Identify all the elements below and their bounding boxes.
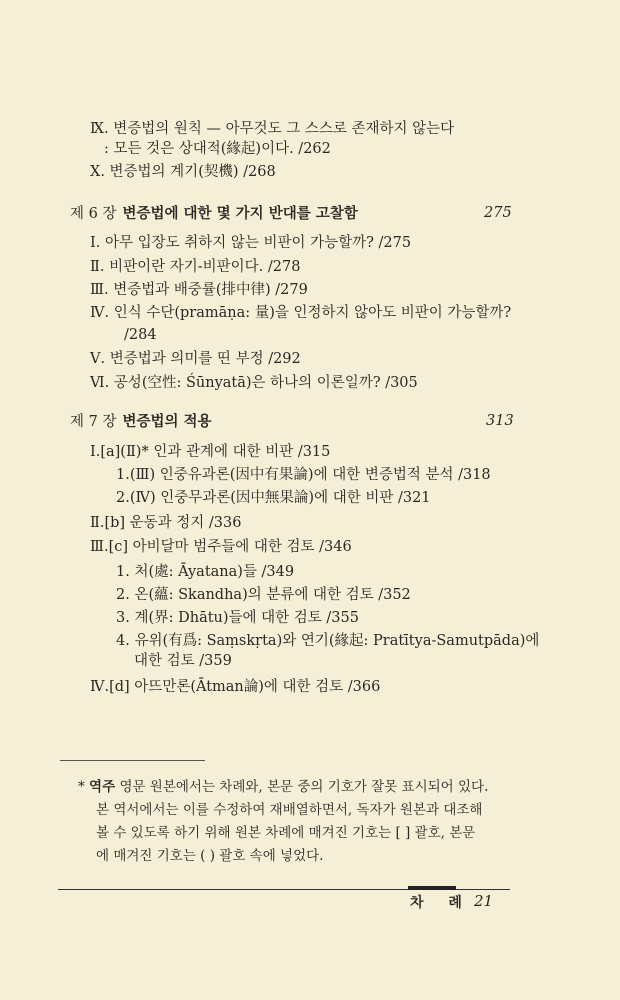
chapter-heading-7	[70, 413, 212, 431]
footnote-label: 역주	[89, 779, 116, 795]
chapter-page-number: 275	[484, 205, 512, 221]
running-head: 차 례	[410, 895, 472, 911]
toc-subentry: 1. 처(處: Āyatana)들 /349	[116, 564, 295, 580]
toc-entry: Ⅵ. 공성(空性: Śūnyatā)은 하나의 이론일까? /305	[90, 375, 418, 391]
toc-subentry: 1.(Ⅲ) 인중유과론(因中有果論)에 대한 변증법적 분석 /318	[116, 467, 491, 483]
footnote-line: 본 역서에서는 이를 수정하여 재배열하면서, 독자가 원본과 대조해	[96, 802, 483, 818]
footnote-text: 영문 원본에서는 차례와, 본문 중의 기호가 잘못 표시되어 있다.	[119, 779, 489, 795]
toc-entry: Ⅰ. 아무 입장도 취하지 않는 비판이 가능할까? /275	[90, 235, 412, 251]
toc-subentry: 2. 온(蘊: Skandha)의 분류에 대한 검토 /352	[116, 587, 411, 603]
toc-entry-continued: : 모든 것은 상대적(緣起)이다. /262	[104, 141, 331, 157]
toc-entry: Ⅲ.[c] 아비달마 범주들에 대한 검토 /346	[90, 539, 352, 555]
footnote-rule	[60, 760, 205, 761]
toc-entry: Ⅱ.[b] 운동과 정지 /336	[90, 515, 242, 531]
footnote-line	[78, 776, 488, 798]
chapter-page-number: 313	[486, 413, 514, 429]
toc-entry: Ⅳ. 인식 수단(pramāṇa: 量)을 인정하지 않아도 비판이 가능할까?	[90, 305, 512, 321]
chapter-number: 제 6 장	[70, 206, 117, 222]
toc-entry: Ⅴ. 변증법과 의미를 띤 부정 /292	[90, 351, 301, 367]
footnote-mark: *	[78, 779, 85, 795]
toc-entry: Ⅳ.[d] 아뜨만론(Ātman論)에 대한 검토 /366	[90, 679, 381, 695]
footnote-line: 에 매겨진 기호는 ( ) 괄호 속에 넣었다.	[96, 848, 324, 864]
toc-entry-continued: /284	[124, 327, 157, 343]
page-number: 21	[474, 892, 494, 910]
toc-entry: Ⅲ. 변증법과 배중률(排中律) /279	[90, 282, 308, 298]
toc-entry: Ⅱ. 비판이란 자기-비판이다. /278	[90, 259, 301, 275]
chapter-title: 변증법에 대한 몇 가지 반대를 고찰함	[122, 206, 358, 222]
toc-entry: Ⅸ. 변증법의 원칙 — 아무것도 그 스스로 존재하지 않는다	[90, 121, 455, 137]
toc-subentry-continued: 대한 검토 /359	[134, 653, 232, 669]
footnote-line: 볼 수 있도록 하기 위해 원본 차례에 매겨진 기호는 [ ] 괄호, 본문	[96, 825, 476, 841]
toc-subentry: 3. 계(界: Dhātu)들에 대한 검토 /355	[116, 610, 359, 626]
toc-entry: Ⅹ. 변증법의 계기(契機) /268	[90, 164, 276, 180]
footer-rule-accent	[408, 886, 456, 890]
chapter-title: 변증법의 적용	[122, 414, 212, 430]
chapter-number: 제 7 장	[70, 414, 117, 430]
toc-subentry: 4. 유위(有爲: Saṃskṛta)와 연기(緣起: Pratītya-Samutpāda)에	[116, 633, 540, 649]
toc-entry: Ⅰ.[a](Ⅱ)* 인과 관계에 대한 비판 /315	[90, 444, 331, 460]
toc-subentry: 2.(Ⅳ) 인중무과론(因中無果論)에 대한 비판 /321	[116, 490, 431, 506]
chapter-heading-6	[70, 205, 358, 223]
